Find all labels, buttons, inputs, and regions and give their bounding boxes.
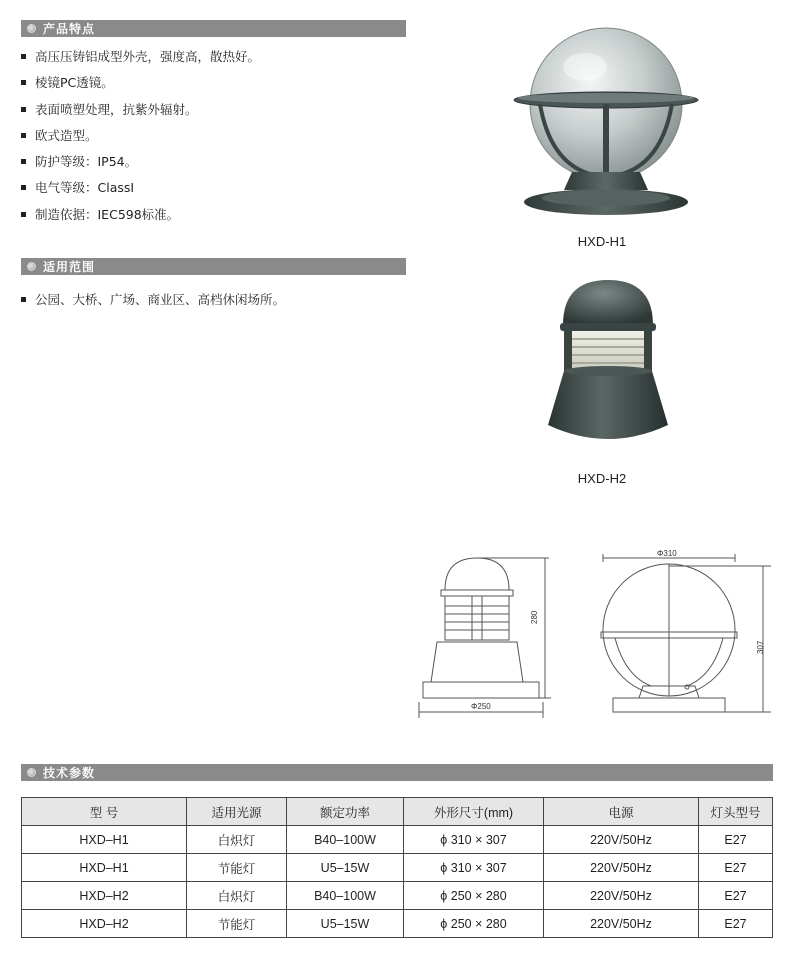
- h1-height-label: 307: [756, 640, 765, 654]
- scope-section-bar: [21, 258, 406, 275]
- column-header: 型 号: [22, 798, 187, 826]
- lamp-h1-caption: HXD-H1: [577, 234, 627, 249]
- h2-height-label: 280: [530, 610, 539, 624]
- table-cell: U5–15W: [287, 854, 404, 882]
- list-item: 公园、大桥、广场、商业区、高档休闲场所。: [21, 287, 285, 313]
- table-cell: 220V/50Hz: [544, 882, 699, 910]
- table-cell: 220V/50Hz: [544, 910, 699, 938]
- bullet-circle-icon: [27, 262, 36, 271]
- features-section-title: 产品特点: [43, 22, 96, 36]
- column-header: 电源: [544, 798, 699, 826]
- lamp-h2-caption: HXD-H2: [577, 471, 627, 486]
- list-item: 棱镜PC透镜。: [21, 70, 260, 96]
- list-item: 电气等级：ClassI: [21, 175, 260, 201]
- lamp-h2-photo: [538, 275, 678, 455]
- table-cell: E27: [699, 826, 773, 854]
- table-cell: HXD–H1: [22, 854, 187, 882]
- features-list: [21, 44, 260, 228]
- specs-table: [21, 797, 773, 938]
- list-item: 欧式造型。: [21, 123, 260, 149]
- table-cell: HXD–H2: [22, 882, 187, 910]
- table-row: [22, 910, 773, 938]
- table-cell: E27: [699, 882, 773, 910]
- table-row: [22, 854, 773, 882]
- h1-width-label: Φ310: [657, 549, 677, 558]
- table-cell: ϕ 250 × 280: [404, 882, 544, 910]
- table-cell: U5–15W: [287, 910, 404, 938]
- table-cell: E27: [699, 910, 773, 938]
- table-cell: 节能灯: [187, 910, 287, 938]
- h2-width-label: Φ250: [471, 702, 491, 711]
- scope-list: [21, 287, 285, 313]
- list-item: 高压压铸铝成型外壳，强度高，散热好。: [21, 44, 260, 70]
- scope-section-title: 适用范围: [43, 260, 96, 274]
- lamp-h2-drawing: [415, 550, 555, 720]
- column-header: 适用光源: [187, 798, 287, 826]
- table-cell: B40–100W: [287, 882, 404, 910]
- table-cell: E27: [699, 854, 773, 882]
- specs-section-bar: [21, 764, 773, 781]
- lamp-h1-photo: [510, 22, 700, 217]
- table-cell: 220V/50Hz: [544, 854, 699, 882]
- table-row: [22, 826, 773, 854]
- table-cell: 白炽灯: [187, 826, 287, 854]
- table-row: [22, 882, 773, 910]
- table-cell: HXD–H1: [22, 826, 187, 854]
- column-header: 额定功率: [287, 798, 404, 826]
- list-item: 表面喷塑处理，抗紫外辐射。: [21, 97, 260, 123]
- list-item: 防护等级：IP54。: [21, 149, 260, 175]
- column-header: 灯头型号: [699, 798, 773, 826]
- table-cell: B40–100W: [287, 826, 404, 854]
- features-section-bar: [21, 20, 406, 37]
- specs-section-title: 技术参数: [43, 766, 96, 780]
- table-cell: 节能灯: [187, 854, 287, 882]
- table-cell: 白炽灯: [187, 882, 287, 910]
- column-header: 外形尺寸(mm): [404, 798, 544, 826]
- bullet-circle-icon: [27, 768, 36, 777]
- table-cell: HXD–H2: [22, 910, 187, 938]
- bullet-circle-icon: [27, 24, 36, 33]
- lamp-h1-drawing: [595, 548, 775, 723]
- table-cell: ϕ 310 × 307: [404, 854, 544, 882]
- table-cell: ϕ 310 × 307: [404, 826, 544, 854]
- table-header-row: [22, 798, 773, 826]
- table-cell: 220V/50Hz: [544, 826, 699, 854]
- table-cell: ϕ 250 × 280: [404, 910, 544, 938]
- list-item: 制造依据：IEC598标准。: [21, 202, 260, 228]
